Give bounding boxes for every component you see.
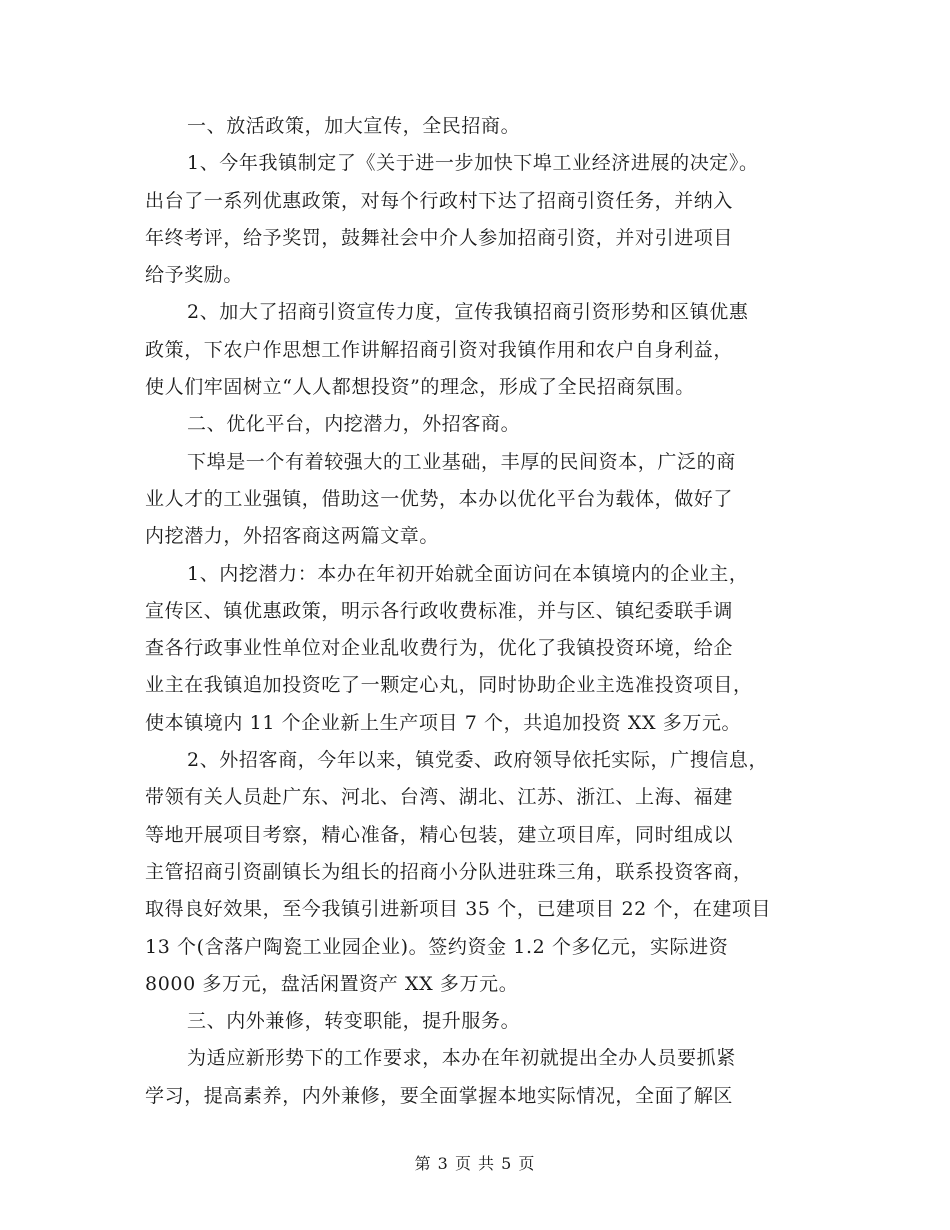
paragraph-line: 1、内挖潜力：本办在年初开始就全面访问在本镇境内的企业主， [187,562,749,585]
page-number-footer: 第 3 页 共 5 页 [414,1154,536,1173]
paragraph-line: 给予奖励。 [145,264,244,287]
paragraph-line: 查各行政事业性单位对企业乱收费行为，优化了我镇投资环境，给企 [145,637,734,660]
paragraph-line: 等地开展项目考察，精心准备，精心包装，建立项目库，同时组成以 [145,823,734,846]
paragraph-line: 年终考评，给予奖罚，鼓舞社会中介人参加招商引资，并对引进项目 [145,226,734,249]
paragraph-line: 2、加大了招商引资宣传力度，宣传我镇招商引资形势和区镇优惠 [187,301,749,324]
paragraph-line: 取得良好效果，至今我镇引进新项目 35 个，已建项目 22 个，在建项目 [145,898,772,921]
paragraph-line: 学习，提高素养，内外兼修，要全面掌握本地实际情况，全面了解区 [145,1084,734,1107]
document-body [145,113,845,1120]
paragraph-line: 宣传区、镇优惠政策，明示各行政收费标准，并与区、镇纪委联手调 [145,599,734,622]
section-heading: 一、放活政策，加大宣传，全民招商。 [187,115,521,137]
paragraph-line: 业人才的工业强镇，借助这一优势，本办以优化平台为载体，做好了 [145,487,734,510]
paragraph-line: 业主在我镇追加投资吃了一颗定心丸，同时协助企业主选准投资项目， [145,674,753,697]
paragraph-line: 使本镇境内 11 个企业新上生产项目 7 个，共追加投资 XX 多万元。 [145,711,742,734]
paragraph-line: 下埠是一个有着较强大的工业基础，丰厚的民间资本，广泛的商 [187,450,736,473]
paragraph-line: 1、今年我镇制定了《关于进一步加快下埠工业经济进展的决定》。 [187,152,759,175]
paragraph-line: 出台了一系列优惠政策，对每个行政村下达了招商引资任务，并纳入 [145,189,734,212]
paragraph-line: 带领有关人员赴广东、河北、台湾、湖北、江苏、浙江、上海、福建 [145,786,734,809]
paragraph-line: 2、外招客商，今年以来，镇党委、政府领导依托实际，广搜信息， [187,749,769,772]
paragraph-line: 13 个(含落户陶瓷工业园企业)。签约资金 1.2 个多亿元，实际进资 [145,935,729,958]
paragraph-line: 使人们牢固树立“人人都想投资”的理念，形成了全民招商氛围。 [145,376,695,399]
section-heading: 二、优化平台，内挖潜力，外招客商。 [187,413,521,436]
paragraph-line: 8000 多万元，盘活闲置资产 XX 多万元。 [145,972,519,995]
paragraph-line: 政策，下农户作思想工作讲解招商引资对我镇作用和农户自身利益， [145,338,734,361]
paragraph-line: 为适应新形势下的工作要求，本办在年初就提出全办人员要抓紧 [187,1047,736,1070]
section-heading: 三、内外兼修，转变职能，提升服务。 [187,1010,521,1033]
paragraph-line: 内挖潜力，外招客商这两篇文章。 [145,525,440,548]
paragraph-line: 主管招商引资副镇长为组长的招商小分队进驻珠三角，联系投资客商， [145,860,753,883]
